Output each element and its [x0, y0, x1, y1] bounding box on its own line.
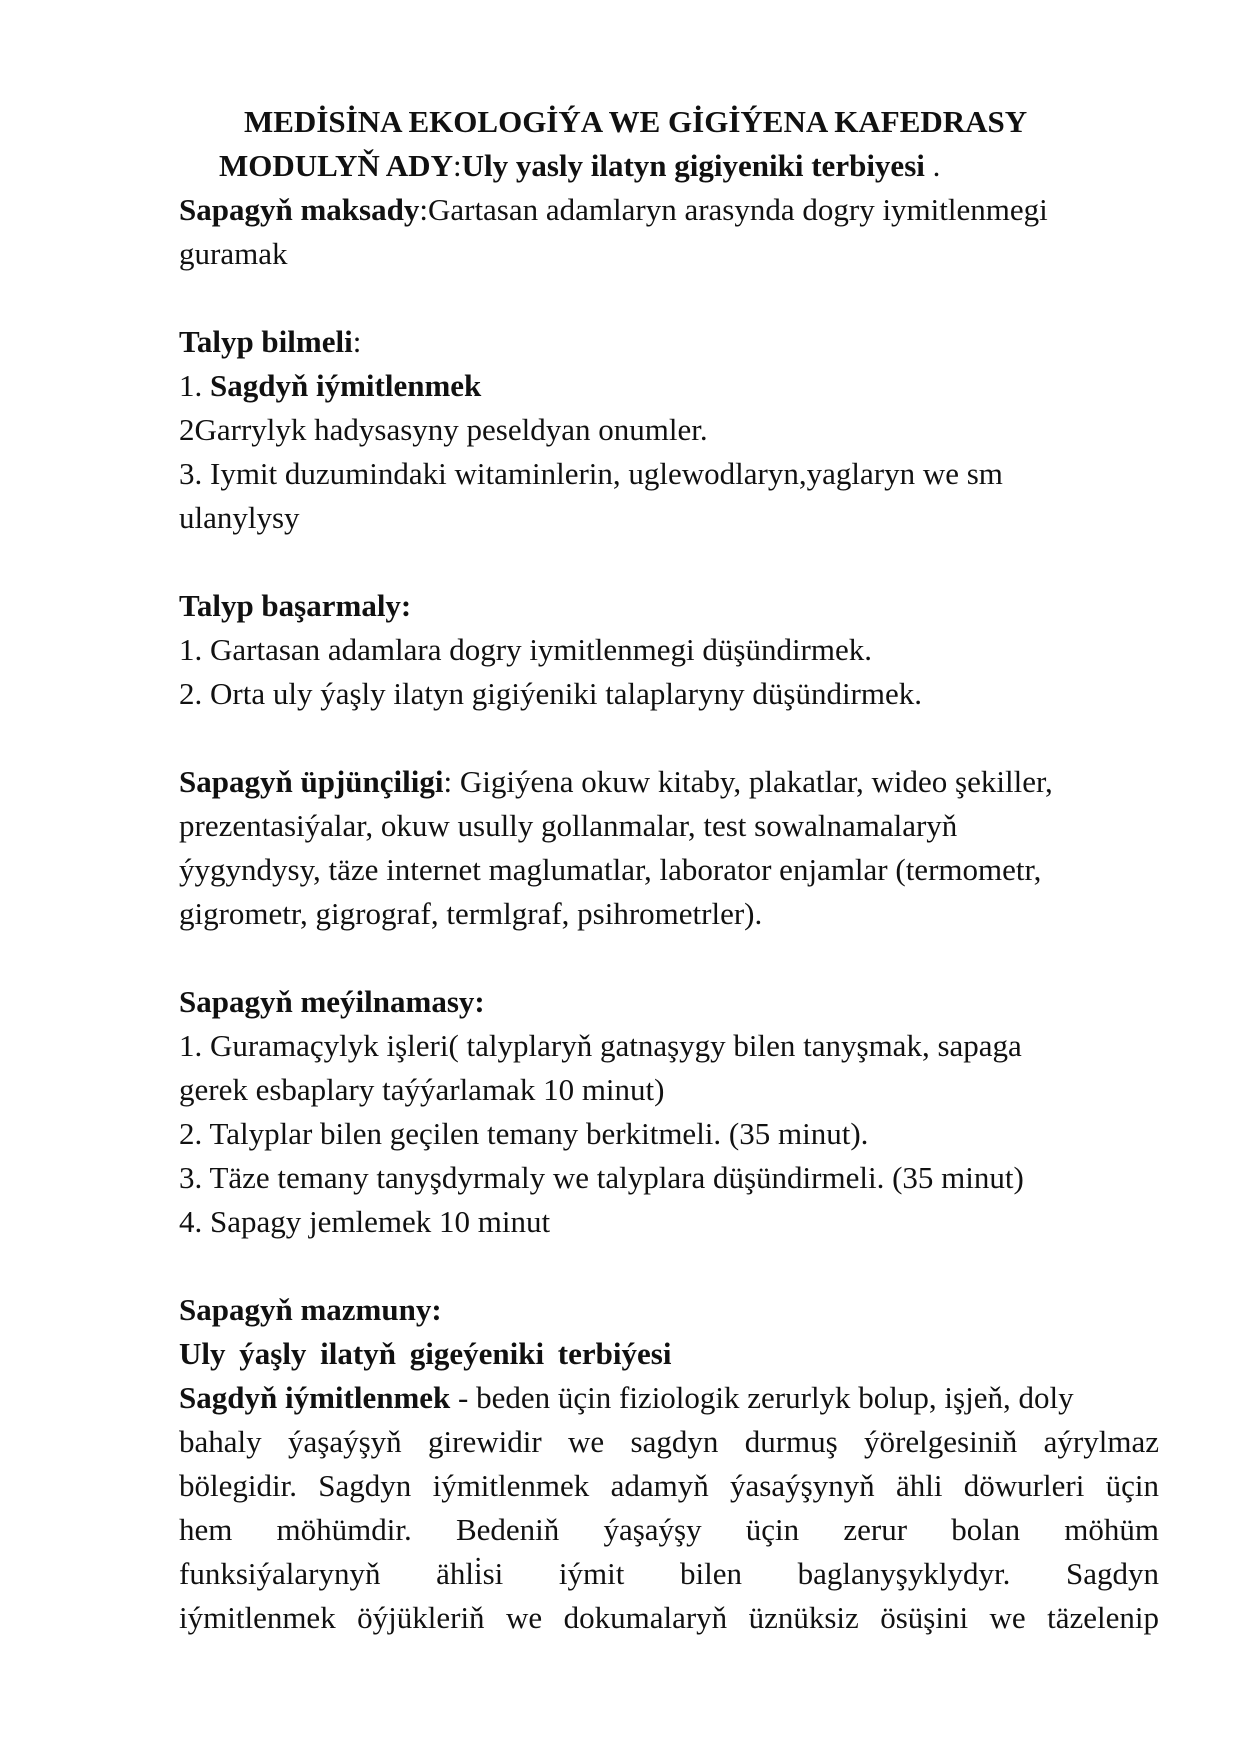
know-heading-text: Talyp bilmeli	[179, 324, 353, 359]
plan-heading-text: Sapagyň meýilnamasy:	[179, 984, 485, 1019]
aim-text: Gartasan adamlaryn arasynda dogry iymitlenmegi	[427, 192, 1048, 227]
know-item-3-continued: ulanylysy	[179, 500, 300, 535]
spacer	[179, 276, 1159, 320]
spacer	[179, 716, 1159, 760]
module-end: .	[924, 148, 941, 183]
document-page	[179, 100, 1159, 1640]
module-label: MODULYŇ ADY	[219, 148, 453, 183]
know-heading	[179, 320, 1159, 364]
equipment-line-3: ýygyndysy, täze internet maglumatlar, laborator enjamlar (termometr,	[179, 852, 1042, 887]
spacer	[179, 1244, 1159, 1288]
equipment-line-4: gigrometr, gigrograf, termlgraf, psihrometrler).	[179, 896, 763, 931]
do-heading	[179, 584, 1159, 628]
module-colon: :	[452, 148, 462, 183]
aim-label: Sapagyň maksady	[179, 192, 420, 227]
content-heading-text: Sapagyň mazmuny:	[179, 1292, 442, 1327]
know-item-3: 3. Iymit duzumindaki witaminlerin, uglewodlaryn,yaglaryn we sm	[179, 456, 1003, 491]
aim-text-continued: guramak	[179, 236, 288, 271]
aim-colon: :	[419, 192, 428, 227]
content-paragraph-line-5: funksiýalarynyň ähli̇si iýmit bilen baglanyşyklydyr. Sagdyn	[179, 1556, 1159, 1591]
department-title: MEDİSİNA EKOLOGİÝA WE GİGİÝENA KAFEDRASY	[244, 104, 1028, 139]
content-paragraph-line-1	[179, 1376, 1159, 1420]
content-definition: - beden üçin fiziologik zerurlyk bolup, işjeň, doly	[450, 1380, 1074, 1415]
plan-item-1-continued: gerek esbaplary taýýarlamak 10 minut)	[179, 1072, 665, 1107]
know-colon: :	[352, 324, 362, 359]
content-paragraph-line-6: iýmitlenmek öýjükleriň we dokumalaryň üznüksiz ösüşini we täzelenip	[179, 1600, 1159, 1635]
equipment-label: Sapagyň üpjünçiligi	[179, 764, 444, 799]
module-title	[179, 144, 1159, 188]
do-item-2: 2. Orta uly ýaşly ilatyn gigiýeniki talaplaryny düşündirmek.	[179, 676, 923, 711]
content-paragraph-line-3: bölegidir. Sagdyn iýmitlenmek adamyň ýasaýşynyň ähli döwurleri üçin	[179, 1468, 1159, 1503]
equipment-line-1	[179, 760, 1159, 804]
know-item-1	[179, 364, 1159, 408]
spacer	[179, 936, 1159, 980]
module-name: Uly yasly ilatyn gigiyeniki terbiyesi	[461, 148, 925, 183]
content-subheading: Uly ýaşly ilatyň gigeýeniki terbiýesi	[179, 1336, 672, 1371]
know-item-2: 2Garrylyk hadysasyny peseldyan onumler.	[179, 412, 708, 447]
plan-item-4: 4. Sapagy jemlemek 10 minut	[179, 1204, 551, 1239]
plan-heading	[179, 980, 1159, 1024]
plan-item-2: 2. Talyplar bilen geçilen temany berkitmeli. (35 minut).	[179, 1116, 869, 1151]
content-heading	[179, 1288, 1159, 1332]
content-paragraph-line-2: bahaly ýaşaýşyň girewidir we sagdyn durmuş ýörelgesiniň aýrylmaz	[179, 1424, 1159, 1459]
do-heading-text: Talyp başarmaly:	[179, 588, 412, 623]
know-item-1-number: 1.	[179, 368, 210, 403]
aim-line	[179, 188, 1159, 232]
plan-item-1: 1. Guramaçylyk işleri( talyplaryň gatnaşygy bilen tanyşmak, sapaga	[179, 1028, 1022, 1063]
spacer	[179, 540, 1159, 584]
content-paragraph-line-4: hem möhümdir. Bedeniň ýaşaýşy üçin zerur bolan möhüm	[179, 1512, 1159, 1547]
plan-item-3: 3. Täze temany tanyşdyrmaly we talyplara düşündirmeli. (35 minut)	[179, 1160, 1024, 1195]
do-item-1: 1. Gartasan adamlara dogry iymitlenmegi düşündirmek.	[179, 632, 873, 667]
equipment-colon: :	[443, 764, 453, 799]
content-term: Sagdyň iýmitlenmek	[179, 1380, 451, 1415]
equipment-line-2: prezentasiýalar, okuw usully gollanmalar, test sowalnamalaryň	[179, 808, 958, 843]
equipment-text: Gigiýena okuw kitaby, plakatlar, wideo şekiller,	[452, 764, 1053, 799]
know-item-1-text: Sagdyň iýmitlenmek	[210, 368, 482, 403]
